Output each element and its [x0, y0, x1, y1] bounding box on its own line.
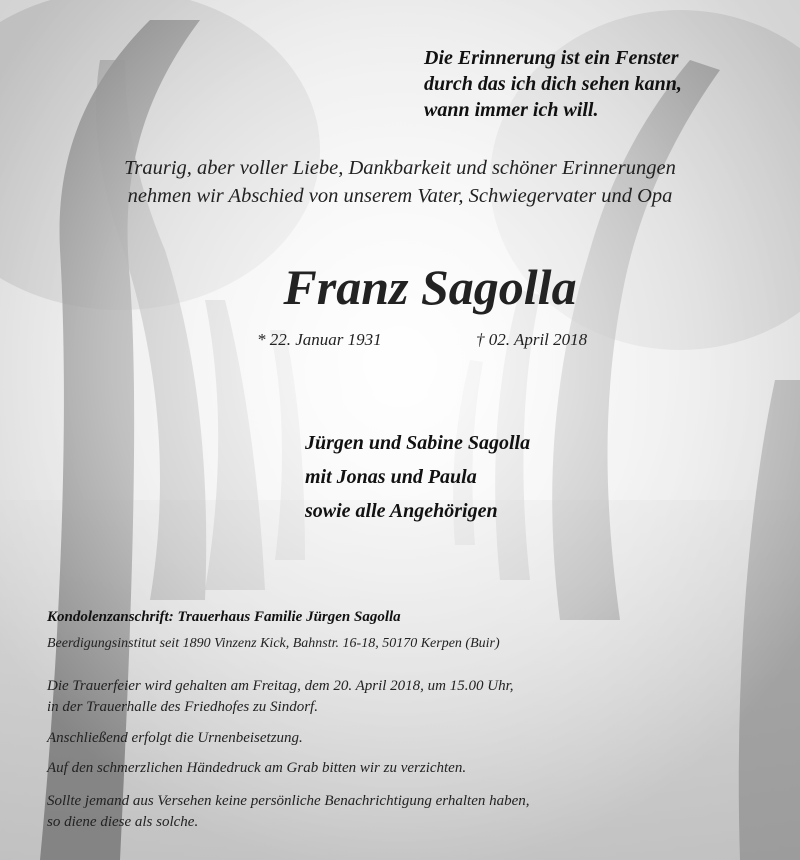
ceremony-line: Die Trauerfeier wird gehalten am Freitag, dem 20. April 2018, um 15.00 Uhr,: [47, 678, 514, 694]
intro-line: nehmen wir Abschied von unserem Vater, Schwiegervater und Opa: [127, 185, 673, 207]
quote-line: Die Erinnerung ist ein Fenster: [424, 47, 679, 69]
birth-date: * 22. Januar 1931: [257, 330, 382, 349]
condolence-request: Auf den schmerzlichen Händedruck am Grab bitten wir zu verzichten.: [47, 760, 467, 776]
quote-line: durch das ich dich sehen kann,: [424, 73, 682, 95]
deceased-name: Franz Sagolla: [283, 259, 577, 315]
condolence-address-title: Kondolenzanschrift: Trauerhaus Familie Jürgen Sagolla: [47, 609, 401, 625]
quote-line: wann immer ich will.: [424, 99, 599, 121]
urn-burial-info: Anschließend erfolgt die Urnenbeisetzung.: [47, 730, 303, 746]
notification-line: so diene diese als solche.: [47, 814, 199, 830]
mourner-line: Jürgen und Sabine Sagolla: [305, 432, 531, 454]
funeral-home-address: Beerdigungsinstitut seit 1890 Vinzenz Kick, Bahnstr. 16-18, 50170 Kerpen (Buir): [47, 636, 500, 651]
opening-quote: [424, 45, 682, 123]
death-date: † 02. April 2018: [476, 330, 588, 349]
mourner-line: sowie alle Angehörigen: [305, 500, 498, 522]
ceremony-info: [47, 676, 514, 718]
intro-line: Traurig, aber voller Liebe, Dankbarkeit und schöner Erinnerungen: [124, 157, 676, 179]
mourner-line: mit Jonas und Paula: [305, 466, 477, 488]
ceremony-line: in der Trauerhalle des Friedhofes zu Sindorf.: [47, 699, 318, 715]
notification-line: Sollte jemand aus Versehen keine persönliche Benachrichtigung erhalten haben,: [47, 793, 530, 809]
intro-text: [0, 154, 800, 210]
mourners-list: [305, 426, 530, 528]
notification-note: [47, 791, 530, 833]
